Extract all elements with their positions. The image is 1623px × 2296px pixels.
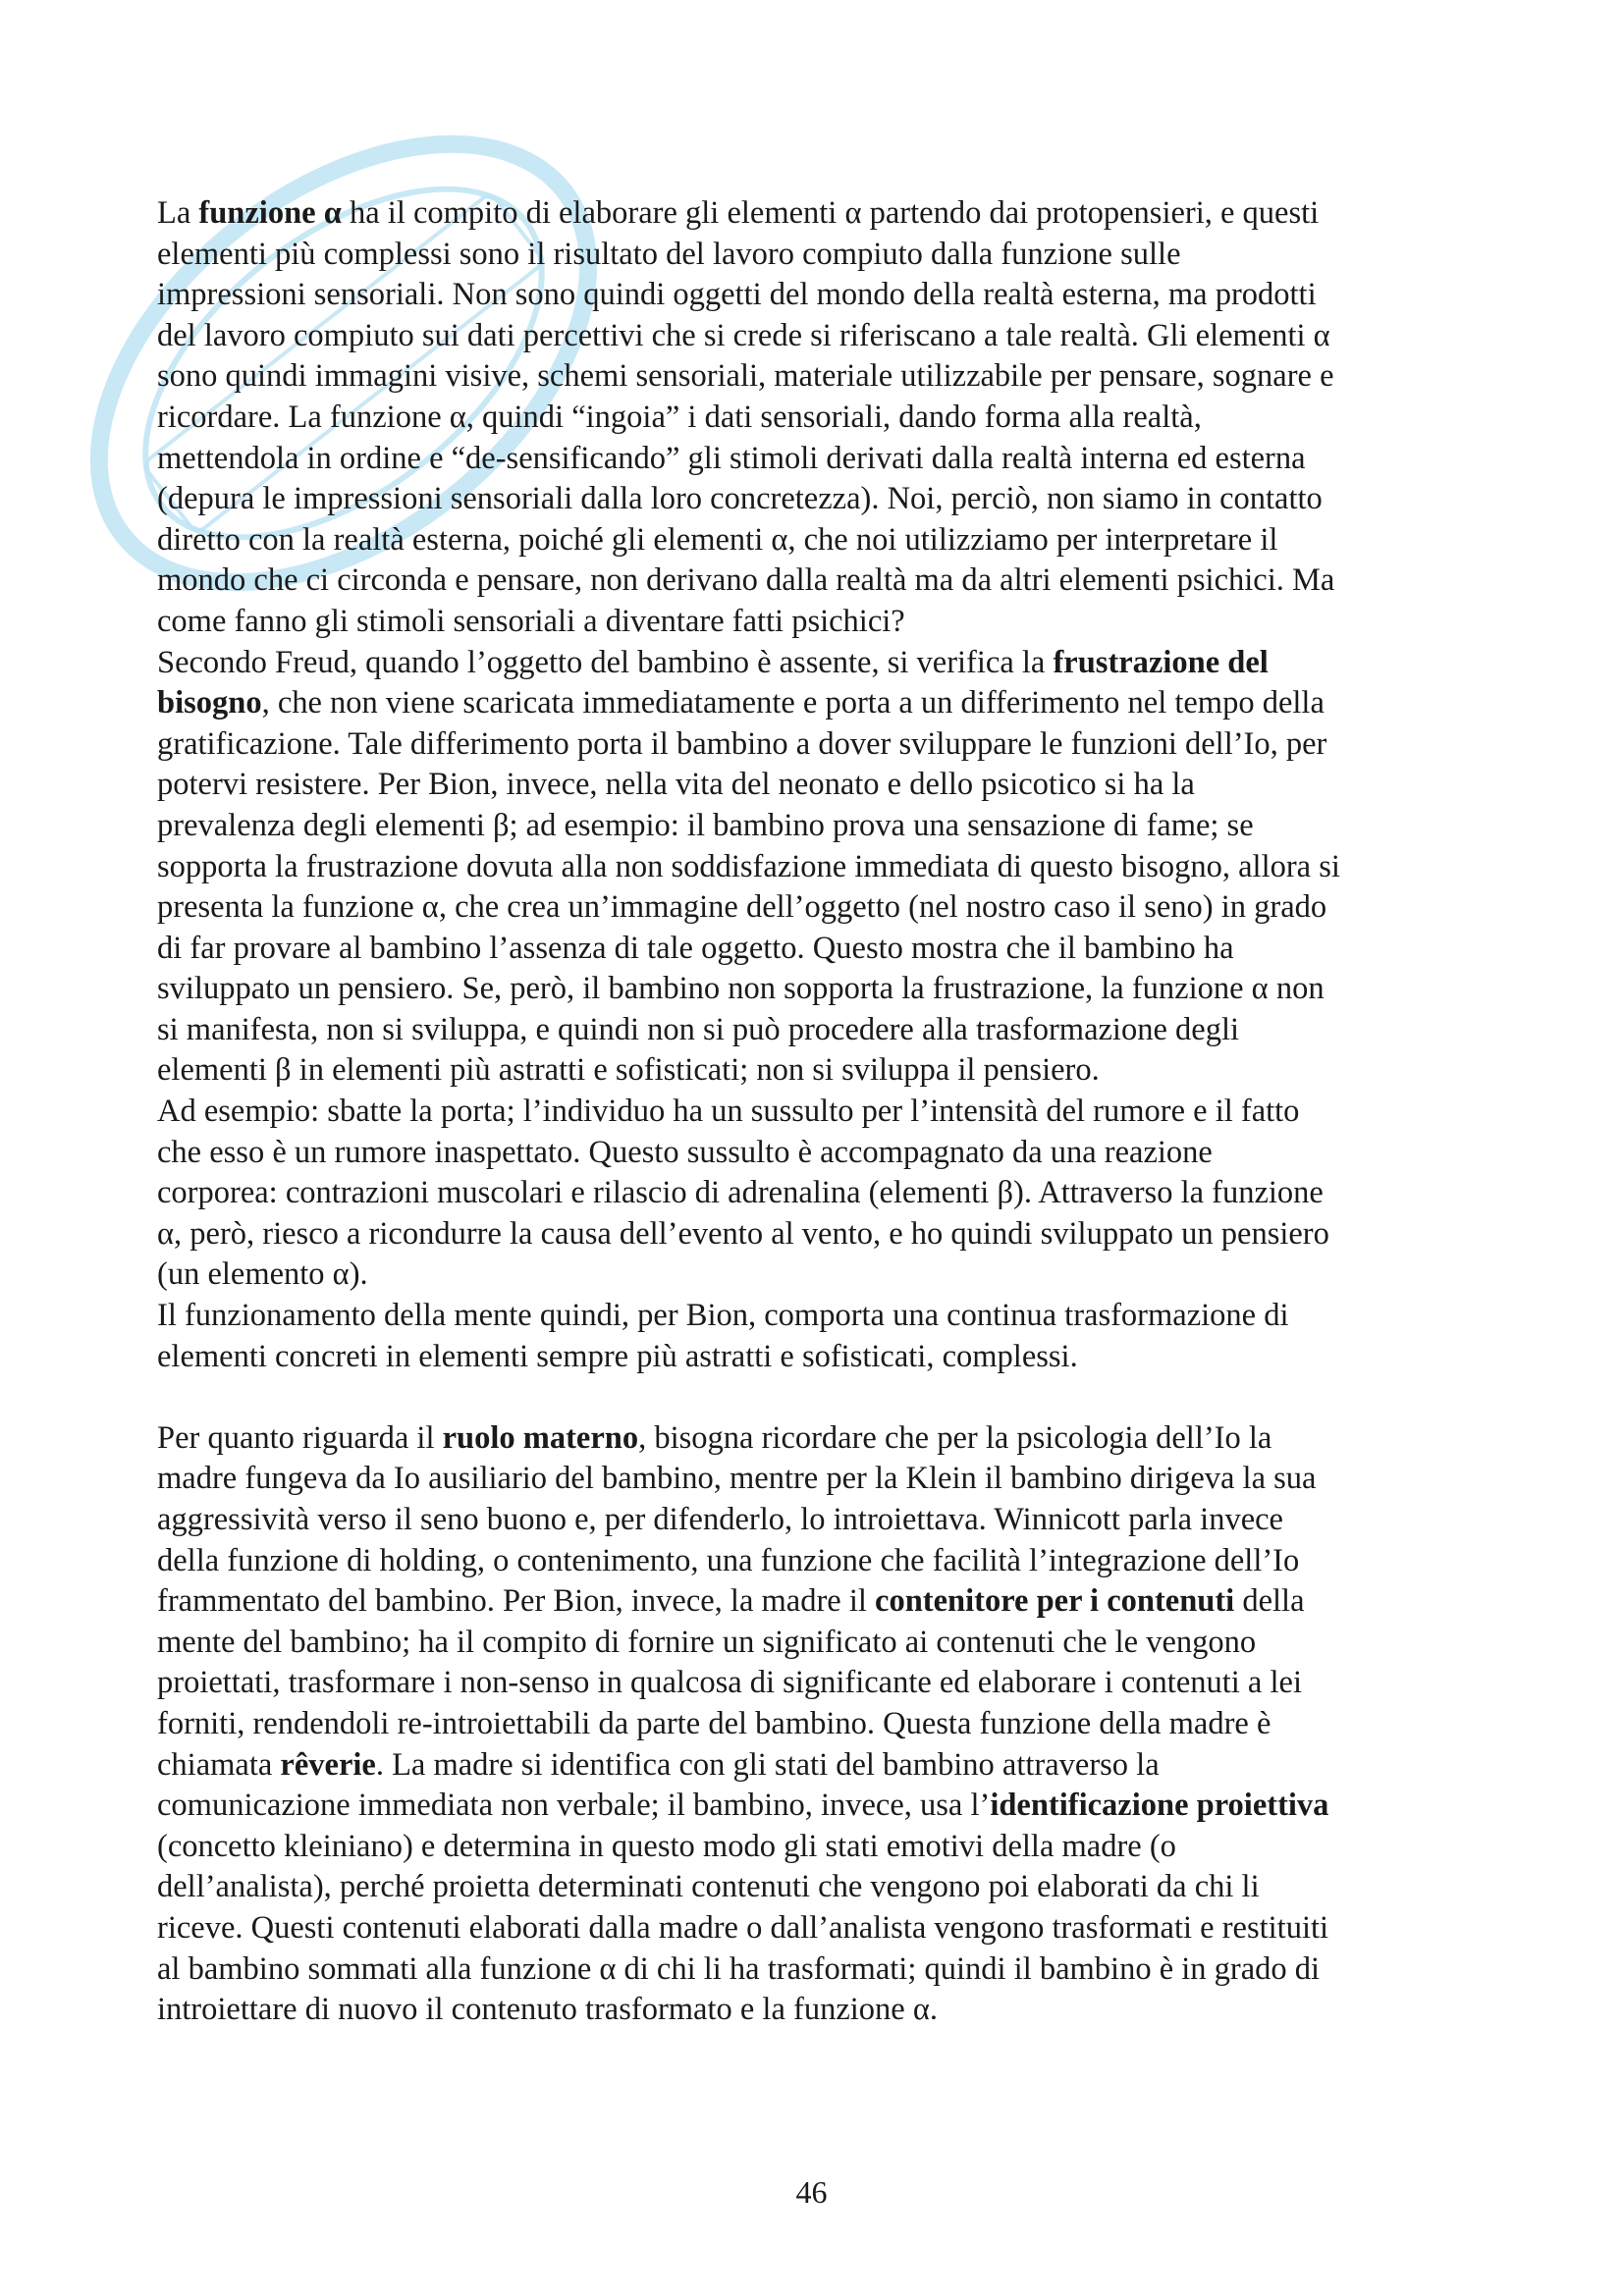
bold-term: ruolo materno — [442, 1419, 639, 1456]
paragraph-funzionamento-mente — [157, 1296, 1488, 1377]
text-span: della mente del bambino; ha il compito di fornire un significato ai contenuti che le vengono proiettati, trasformare i non-senso in qualcosa di significante ed elaborare i contenuti a lei forniti, rendendoli re-introiettabili da parte del bambino. Questa funzione della madre è chiamata — [157, 1583, 1305, 1783]
paragraph-ruolo-materno — [157, 1418, 1488, 2031]
text-span: , che non viene scaricata immediatamente e porta a un differimento nel tempo della gratificazione. Tale differimento porta il bambino a dover sviluppare le funzioni dell’Io, per potervi resistere. Per Bion, invece, nella vita del neonato e dello psicotico si ha la prevalenza degli elementi β; ad esempio: il bambino prova una sensazione di fame; se sopporta la frustrazione dovuta alla non soddisfazione immediata di questo bisogno, allora si presenta la funzione α, che crea un’immagine dell’oggetto (nel nostro caso il seno) in grado di far provare al bambino l’assenza di tale oggetto. Questo mostra che il bambino ha sviluppato un pensiero. Se, però, il bambino non sopporta la frustrazione, la funzione α non si manifesta, non si sviluppa, e quindi non si può procedere alla trasformazione degli elementi β in elementi più astratti e sofisticati; non si sviluppa il pensiero. — [157, 685, 1340, 1089]
text-span: , bisogna ricordare che per la psicologia dell’Io la madre fungeva da Io ausiliario del bambino, mentre per la Klein il bambino dirigeva la sua aggressività verso il seno buono e, per difenderlo, lo introiettava. Winnicott parla invece della funzione di holding, o contenimento, una funzione che facilità l’integrazione dell’Io frammentato del bambino. Per Bion, invece, la madre il — [157, 1419, 1317, 1620]
text-span: La — [157, 195, 199, 231]
paragraph-freud-bion — [157, 643, 1488, 1093]
text-span: Ad esempio: sbatte la porta; l’individuo ha un sussulto per l’intensità del rumore e il fatto che esso è un rumore inaspettato. Questo sussulto è accompagnato da una reazione corporea: contrazioni muscolari e rilascio di adrenalina (elementi β). Attraverso la funzione α, però, riesco a ricondurre la causa dell’evento al vento, e ho quindi sviluppato un pensiero (un elemento α). — [157, 1094, 1329, 1293]
text-span: ha il compito di elaborare gli elementi α partendo dai protopensieri, e questi elementi più complessi sono il risultato del lavoro compiuto dalla funzione sulle impressioni sensoriali. Non sono quindi oggetti del mondo della realtà esterna, ma prodotti del lavoro compiuto sui dati percettivi che si crede si riferiscano a tale realtà. Gli elementi α sono quindi immagini visive, schemi sensoriali, materiale utilizzabile per pensare, sognare e ricordare. La funzione α, quindi “ingoia” i dati sensoriali, dando forma alla realtà, mettendola in ordine e “de-sensificando” gli stimoli derivati dalla realtà interna ed esterna (depura le impressioni sensoriali dalla loro concretezza). Noi, perciò, non siamo in contatto diretto con la realtà esterna, poiché gli elementi α, che noi utilizziamo per interpretare il mondo che ci circonda e pensare, non derivano dalla realtà ma da altri elementi psichici. Ma come fanno gli stimoli sensoriali a diventare fatti psichici? — [157, 195, 1335, 639]
bold-term: rêverie — [280, 1746, 376, 1783]
bold-term: funzione α — [198, 195, 342, 231]
text-span: Secondo Freud, quando l’oggetto del bambino è assente, si verifica la — [157, 644, 1054, 680]
page-number: 46 — [795, 2174, 828, 2210]
bold-term: frustrazione del bisogno — [157, 644, 1269, 721]
text-span: . La madre si identifica con gli stati del bambino attraverso la comunicazione immediata non verbale; il bambino, invece, usa l’ — [157, 1746, 1160, 1824]
document-body — [157, 193, 1488, 2031]
text-span: Per quanto riguarda il — [157, 1419, 443, 1456]
paragraph-esempio-porta — [157, 1092, 1488, 1296]
text-span: Il funzionamento della mente quindi, per Bion, comporta una continua trasformazione di elementi concreti in elementi sempre più astratti e sofisticati, complessi. — [157, 1298, 1289, 1374]
paragraph-funzione-alpha — [157, 193, 1488, 643]
text-span: (concetto kleiniano) e determina in questo modo gli stati emotivi della madre (o dell’analista), perché proietta determinati contenuti che vengono poi elaborati da chi li riceve. Questi contenuti elaborati dalla madre o dall’analista vengono trasformati e restituiti al bambino sommati alla funzione α di chi li ha trasformati; quindi il bambino è in grado di introiettare di nuovo il contenuto trasformato e la funzione α. — [157, 1828, 1329, 2028]
bold-term: contenitore per i contenuti — [875, 1583, 1235, 1620]
bold-term: identificazione proiettiva — [990, 1788, 1329, 1824]
